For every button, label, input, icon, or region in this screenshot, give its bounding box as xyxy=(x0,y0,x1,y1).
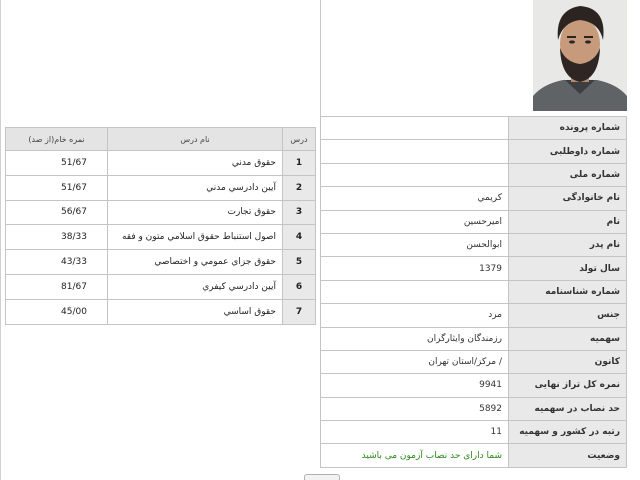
info-row xyxy=(321,233,627,256)
grade-row xyxy=(6,175,316,200)
info-label: رتبه در کشور و سهمیه xyxy=(509,421,627,444)
candidate-info-table xyxy=(320,116,627,468)
grade-row-number: 5 xyxy=(283,250,316,275)
grade-row-number: 3 xyxy=(283,200,316,225)
info-label: شماره پرونده xyxy=(509,117,627,140)
header-score: نمره خام(از صد) xyxy=(6,128,108,151)
info-value: / مرکز/استان تهران xyxy=(321,350,509,373)
info-label: نام خانوادگی xyxy=(509,187,627,210)
grade-subject: آيين دادرسي كيفري xyxy=(108,274,283,299)
grade-subject: اصول استنباط حقوق اسلامي متون و فقه xyxy=(108,225,283,250)
info-value: ابوالحسن xyxy=(321,233,509,256)
info-row xyxy=(321,397,627,420)
bottom-button[interactable] xyxy=(304,474,340,480)
divider xyxy=(320,0,321,116)
info-label: شماره شناسنامه xyxy=(509,280,627,303)
info-label: وضعیت xyxy=(509,444,627,467)
info-value: کريمي xyxy=(321,187,509,210)
header-subject: نام درس xyxy=(108,128,283,151)
info-value: مرد xyxy=(321,304,509,327)
info-row xyxy=(321,444,627,467)
info-label: سال تولد xyxy=(509,257,627,280)
info-row xyxy=(321,117,627,140)
grade-row-number: 6 xyxy=(283,274,316,299)
info-label: شماره داوطلبی xyxy=(509,140,627,163)
info-label: شماره ملی xyxy=(509,163,627,186)
grade-score: 81/67 xyxy=(6,274,108,299)
info-row xyxy=(321,187,627,210)
grade-subject: حقوق اساسي xyxy=(108,299,283,324)
info-row xyxy=(321,280,627,303)
grade-subject: حقوق جزاي عمومي و اختصاصي xyxy=(108,250,283,275)
info-row xyxy=(321,140,627,163)
info-label: نمره کل تراز نهایی xyxy=(509,374,627,397)
grade-row-number: 7 xyxy=(283,299,316,324)
grade-row-number: 2 xyxy=(283,175,316,200)
info-value: اميرحسين xyxy=(321,210,509,233)
info-label: حد نصاب در سهمیه xyxy=(509,397,627,420)
grade-subject: حقوق مدني xyxy=(108,151,283,176)
info-label: جنس xyxy=(509,304,627,327)
info-value xyxy=(321,280,509,303)
candidate-photo-image xyxy=(533,0,627,111)
status-value: شما دارای حد نصاب آزمون می باشید xyxy=(321,444,509,467)
grade-score: 56/67 xyxy=(6,200,108,225)
info-label: نام xyxy=(509,210,627,233)
grade-score: 51/67 xyxy=(6,151,108,176)
grade-row xyxy=(6,274,316,299)
header-row-number: درس xyxy=(283,128,316,151)
grade-row xyxy=(6,299,316,324)
grade-score: 51/67 xyxy=(6,175,108,200)
grades-table xyxy=(5,127,316,325)
info-row xyxy=(321,350,627,373)
info-value xyxy=(321,117,509,140)
info-label: سهمیه xyxy=(509,327,627,350)
info-label: نام پدر xyxy=(509,233,627,256)
grade-row-number: 1 xyxy=(283,151,316,176)
info-value: 11 xyxy=(321,421,509,444)
info-row xyxy=(321,163,627,186)
grade-score: 45/00 xyxy=(6,299,108,324)
info-label: کانون xyxy=(509,350,627,373)
grade-row xyxy=(6,250,316,275)
grade-row xyxy=(6,225,316,250)
grade-score: 38/33 xyxy=(6,225,108,250)
info-value: 1379 xyxy=(321,257,509,280)
info-row xyxy=(321,304,627,327)
grade-row xyxy=(6,200,316,225)
info-value xyxy=(321,140,509,163)
info-row xyxy=(321,374,627,397)
grade-subject: حقوق تجارت xyxy=(108,200,283,225)
info-value xyxy=(321,163,509,186)
info-value: 5892 xyxy=(321,397,509,420)
info-row xyxy=(321,421,627,444)
grade-row xyxy=(6,151,316,176)
grade-row-number: 4 xyxy=(283,225,316,250)
grade-subject: آيين دادرسي مدني xyxy=(108,175,283,200)
page-border xyxy=(0,0,1,480)
info-row xyxy=(321,327,627,350)
info-row xyxy=(321,210,627,233)
info-value: 9941 xyxy=(321,374,509,397)
info-row xyxy=(321,257,627,280)
grade-score: 43/33 xyxy=(6,250,108,275)
info-value: رزمندگان وايثارگران xyxy=(321,327,509,350)
grades-header-row xyxy=(6,128,316,151)
candidate-photo xyxy=(533,0,627,111)
